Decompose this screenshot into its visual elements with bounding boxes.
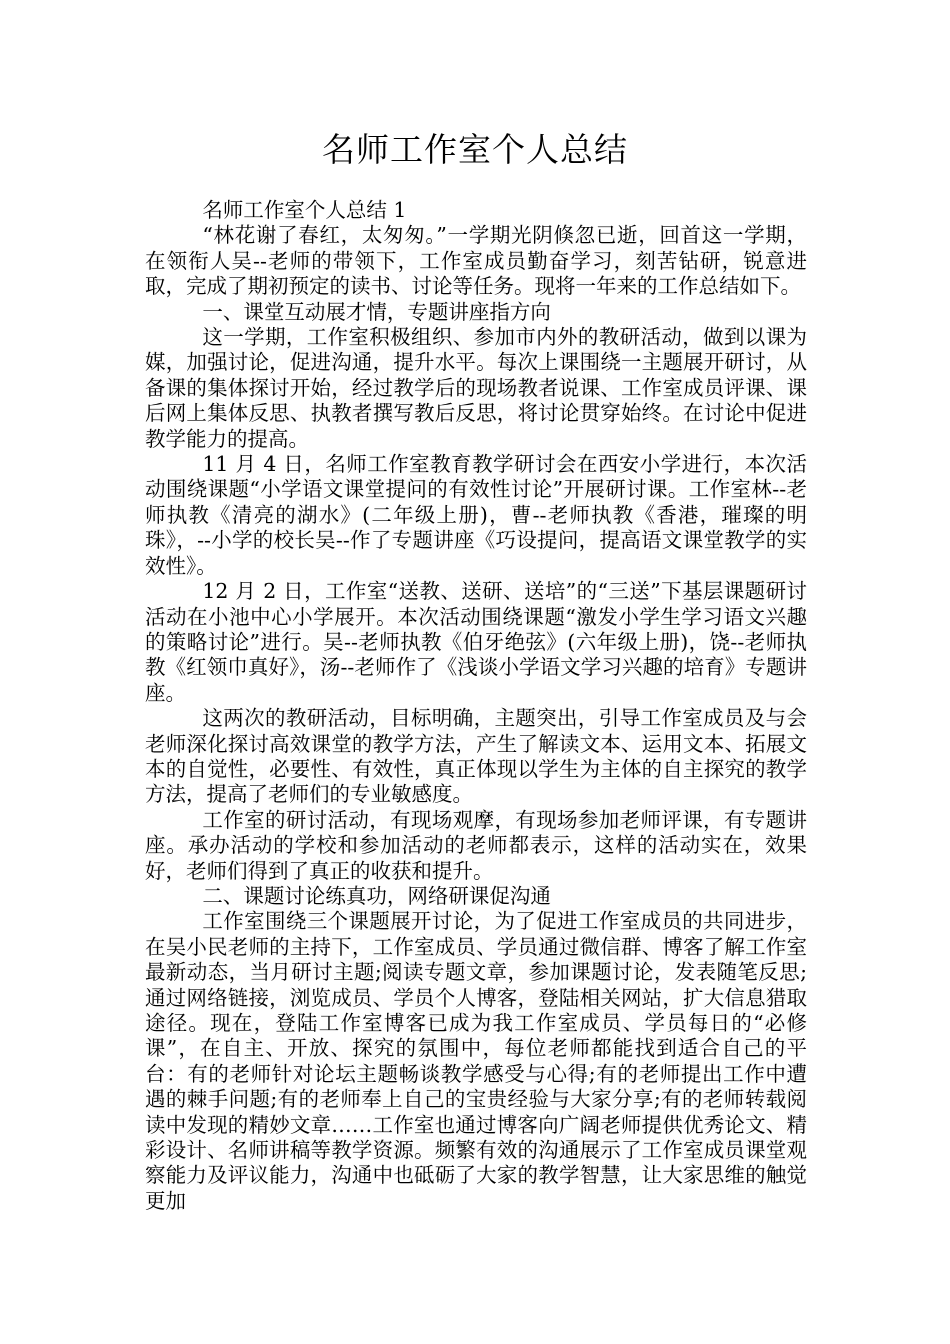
paragraph: 这两次的教研活动，目标明确，主题突出，引导工作室成员及与会老师深化探讨高效课堂的教学方法，产生了解读文本、运用文本、拓展文本的自觉性，必要性、有效性，真正体现以学生为主体的自主探究的教学方法，提高了老师们的专业敏感度。 — [145, 706, 807, 807]
paragraph: 12 月 2 日，工作室“送教、送研、送培”的“三送”下基层课题研讨活动在小池中心小学展开。本次活动围绕课题“激发小学生学习语文兴趣的策略讨论”进行。吴--老师执教《伯牙绝弦》(六年级上册)，饶--老师执教《红领巾真好》，汤--老师作了《浅谈小学语文学习兴趣的培育》专题讲座。 — [145, 579, 807, 705]
section-subtitle: 名师工作室个人总结 1 — [202, 198, 407, 222]
paragraph: 11 月 4 日，名师工作室教育教学研讨会在西安小学进行，本次活动围绕课题“小学语文课堂提问的有效性讨论”开展研讨课。工作室林--老师执教《清亮的湖水》(二年级上册)，曹--老师执教《香港，璀璨的明珠》，--小学的校长吴--作了专题讲座《巧设提问，提高语文课堂教学的实效性》。 — [145, 452, 807, 578]
document-body — [145, 198, 807, 1214]
paragraph: 工作室围绕三个课题展开讨论，为了促进工作室成员的共同进步，在吴小民老师的主持下，工作室成员、学员通过微信群、博客了解工作室最新动态，当月研讨主题;阅读专题文章，参加课题讨论，发表随笔反思;通过网络链接，浏览成员、学员个人博客，登陆相关网站，扩大信息猎取途径。现在，登陆工作室博客已成为我工作室成员、学员每日的“必修课”，在自主、开放、探究的氛围中，每位老师都能找到适合自己的平台：有的老师针对论坛主题畅谈教学感受与心得;有的老师提出工作中遭遇的棘手问题;有的老师奉上自己的宝贵经验与大家分享;有的老师转载阅读中发现的精妙文章……工作室也通过博客向广阔老师提供优秀论文、精彩设计、名师讲稿等教学资源。频繁有效的沟通展示了工作室成员课堂观察能力及评议能力，沟通中也砥砺了大家的教学智慧，让大家思维的触觉更加 — [145, 909, 807, 1213]
paragraph: 这一学期，工作室积极组织、参加市内外的教研活动，做到以课为媒，加强讨论，促进沟通，提升水平。每次上课围绕一主题展开研讨，从备课的集体探讨开始，经过教学后的现场教者说课、工作室成员评课、课后网上集体反思、执教者撰写教后反思，将讨论贯穿始终。在讨论中促进教学能力的提高。 — [145, 325, 807, 451]
document-title: 名师工作室个人总结 — [322, 130, 628, 169]
section-heading-2: 二、课题讨论练真功，网络研课促沟通 — [202, 883, 551, 908]
section-heading-1: 一、课堂互动展才情，专题讲座指方向 — [202, 299, 551, 324]
paragraph: 工作室的研讨活动，有现场观摩，有现场参加老师评课，有专题讲座。承办活动的学校和参加活动的老师都表示，这样的活动实在，效果好，老师们得到了真正的收获和提升。 — [145, 807, 807, 883]
paragraph-intro: “林花谢了春红，太匆匆。”一学期光阴倏忽已逝，回首这一学期，在领衔人吴--老师的带领下，工作室成员勤奋学习，刻苦钻研，锐意进取，完成了期初预定的读书、讨论等任务。现将一年来的工作总结如下。 — [145, 223, 807, 299]
